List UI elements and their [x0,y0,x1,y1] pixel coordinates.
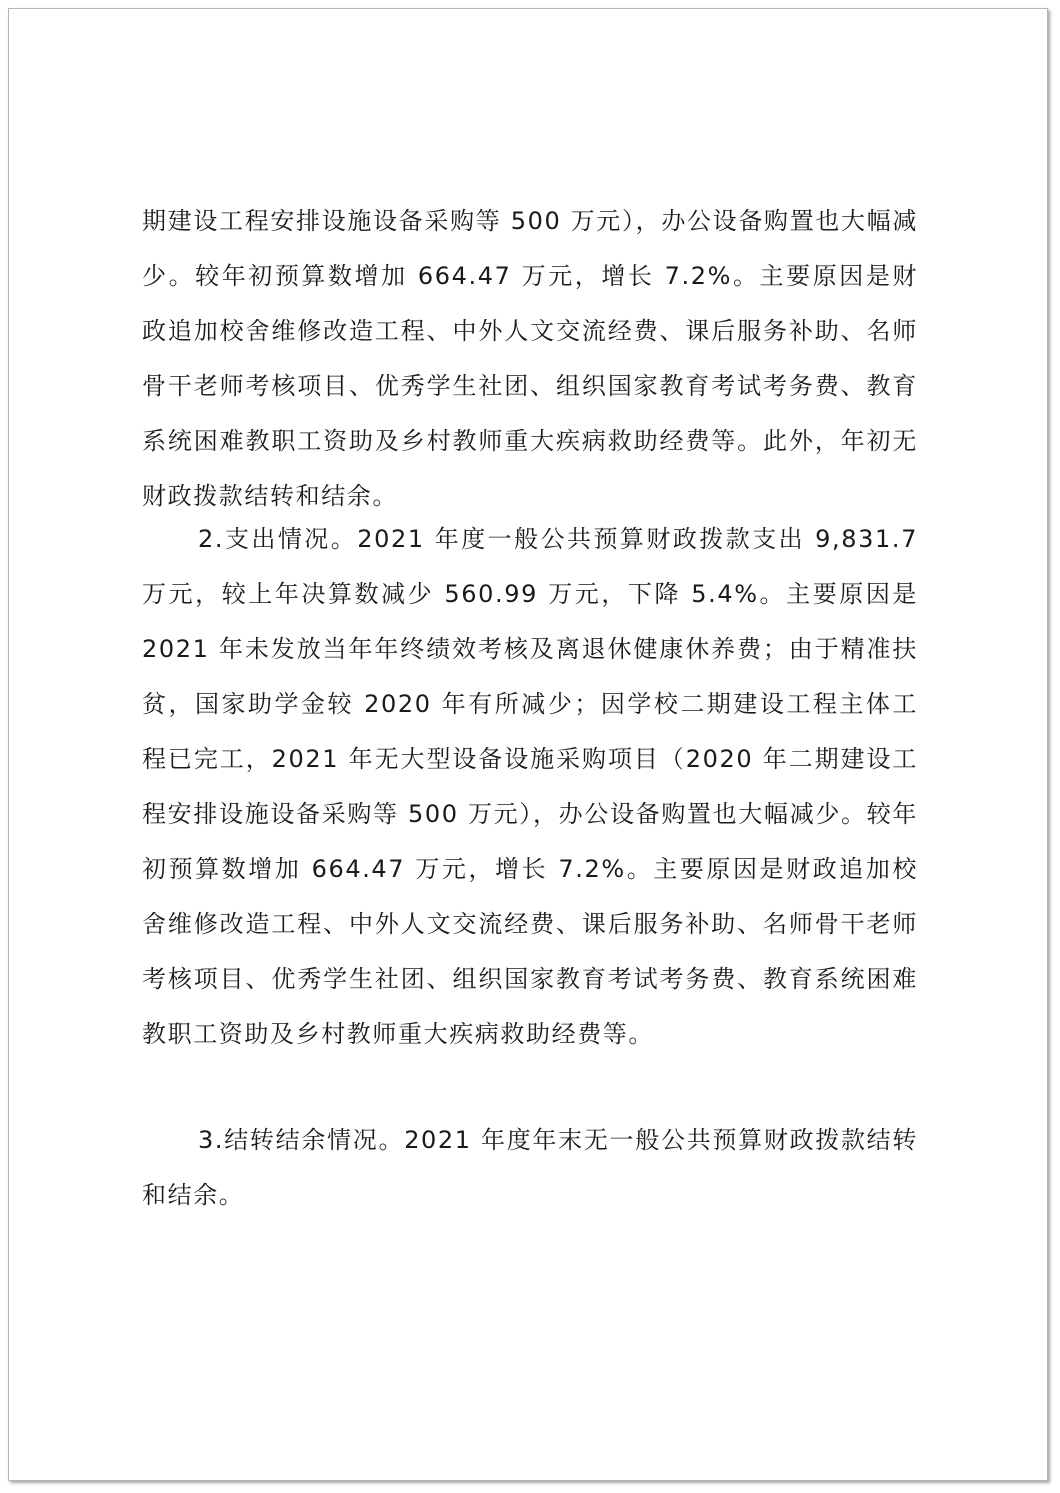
paragraph-expenditure [142,512,918,1062]
paragraph-text: 期建设工程安排设施设备采购等 500 万元），办公设备购置也大幅减少。较年初预算数增加 664.47 万元，增长 7.2%。主要原因是财政追加校舍维修改造工程、中外人文交流经费、课后服务补助、名师骨干老师考核项目、优秀学生社团、组织国家教育考试考务费、教育系统困难教职工资助及乡村教师重大疾病救助经费等。此外，年初无财政拨款结转和结余。 [142,207,918,510]
paragraph-text: 3.结转结余情况。2021 年度年末无一般公共预算财政拨款结转和结余。 [142,1126,918,1209]
paragraph-text: 2.支出情况。2021 年度一般公共预算财政拨款支出 9,831.7 万元，较上年决算数减少 560.99 万元，下降 5.4%。主要原因是 2021 年未发放当年年终绩效考核及离退休健康休养费；由于精准扶贫，国家助学金较 2020 年有所减少；因学校二期建设工程主体工程已完工，2021 年无大型设备设施采购项目（2020 年二期建设工程安排设施设备采购等 500 万元），办公设备购置也大幅减少。较年初预算数增加 664.47 万元，增长 7.2%。主要原因是财政追加校舍维修改造工程、中外人文交流经费、课后服务补助、名师骨干老师考核项目、优秀学生社团、组织国家教育考试考务费、教育系统困难教职工资助及乡村教师重大疾病救助经费等。 [142,525,918,1048]
paragraph-carryover [142,1113,918,1223]
paragraph-continued [142,194,918,524]
